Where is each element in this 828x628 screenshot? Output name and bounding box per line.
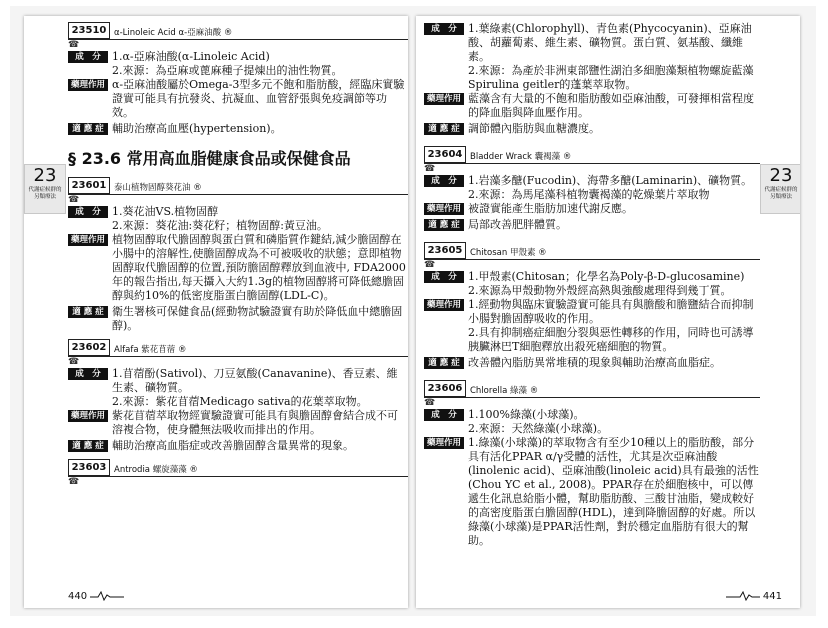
entry-name: 泰山植物固醇葵花油 ® [114, 183, 202, 193]
page-number: 441 [762, 591, 782, 602]
sub-icon: ☎ [68, 357, 80, 367]
left-page [24, 16, 408, 608]
entry-header [68, 22, 408, 40]
entry-name: Chitosan 甲殼素 ® [470, 248, 547, 258]
row-label: 藥理作用 [424, 299, 464, 311]
row-text: 植物固醇取代膽固醇與蛋白質和磷脂質作鍵結,減少膽固醇在小腸中的溶解性,使膽固醇成為不可被吸收的狀態；意即植物固醇取代膽固醇的位置,預防膽固醇釋放到血液中, FDA2000年的報告指出,每天攝入大約1.3g的植物固醇將可降低總膽固醇與約10%的低密度脂蛋白膽固醇(LDL-C)。 [112, 233, 406, 302]
entry-row [68, 205, 408, 233]
page-footer [726, 591, 782, 602]
row-text: 衛生署核可保健食品(經動物試驗證實有助於降低血中總膽固醇)。 [112, 305, 403, 332]
entry-row [68, 233, 408, 303]
row-text: 藍藻含有大量的不飽和脂肪酸如亞麻油酸，可發揮相當程度的降血脂與降血壓作用。 [468, 92, 754, 119]
row-label: 成 分 [68, 206, 108, 218]
page-number: 440 [68, 591, 88, 602]
row-text: 1.岩藻多醣(Fucodin)、海帶多醣(Laminarin)、礦物質。 2.來源：為馬尾藻科植物囊褐藻的乾燥葉片萃取物 [468, 174, 753, 201]
sub-icon: ☎ [68, 477, 80, 487]
entry-row [68, 367, 408, 409]
entry-header [68, 339, 408, 357]
right-page [416, 16, 800, 608]
row-label: 成 分 [424, 23, 464, 35]
entry-name: Chlorella 綠藻 ® [470, 386, 539, 396]
entry-number: 23604 [424, 146, 466, 163]
entry-row [424, 298, 760, 354]
row-label: 藥理作用 [424, 203, 464, 215]
row-text: 1.經動物與臨床實驗證實可能具有與膽酸和膽鹽結合而抑制小腸對膽固醇吸收的作用。 2.具有抑制癌症細胞分裂與惡性轉移的作用，同時也可誘導胰臟淋巴T細胞釋放出殺死癌細胞的物質。 [468, 298, 754, 353]
sub-icon: ☎ [424, 398, 436, 408]
row-text: 1.甲殼素(Chitosan；化學名為Poly-β-D-glucosamine) 2.來源為甲殼動物外殼經高熱與強酸處理得到幾丁質。 [468, 270, 745, 297]
row-label: 適 應 症 [424, 357, 464, 369]
row-label: 適 應 症 [424, 123, 464, 135]
entry-row [68, 409, 408, 437]
entry-number: 23601 [68, 177, 110, 194]
row-text: 1.α-亞麻油酸(α-Linoleic Acid) 2.來源：為亞麻或蓖麻種子提煉出的油性物質。 [112, 50, 343, 77]
book-spread [10, 6, 816, 616]
row-text: 1.綠藻(小球藻)的萃取物含有至少10種以上的脂肪酸，部分具有活化PPAR α/γ受體的活性，尤其是次亞麻油酸(linolenic acid)、亞麻油酸(linoleic acid)具有最強的活性(Chou YC et al., 2008)。PPAR存在於細胞核中，可以傳遞生化訊息給脂小體，幫助脂肪酸、三酸甘油脂，變成較好的高密度脂蛋白膽固醇(HDL)，達到降膽固醇的好處。所以綠藻(小球藻)是PPAR活性劑，對於穩定血脂肪有很大的幫助。 [468, 436, 759, 547]
entry-header [424, 380, 760, 398]
page-footer [68, 591, 124, 602]
entry-row [424, 218, 760, 232]
row-text: 局部改善肥胖體質。 [468, 218, 567, 231]
entry-row [68, 439, 408, 453]
entry-name: Alfafa 紫花苜蓿 ® [114, 345, 187, 355]
row-label: 適 應 症 [68, 440, 108, 452]
tab-number: 23 [33, 165, 57, 186]
entry-name: Antrodia 螺旋藻藻 ® [114, 465, 198, 475]
row-text: 紫花苜蓿萃取物經實驗證實可能具有與膽固醇會結合成不可溶複合物，使身體無法吸收而排出的作用。 [112, 409, 398, 436]
entry-row [424, 22, 760, 92]
left-column [68, 16, 408, 487]
entry-number: 23605 [424, 242, 466, 259]
entry-number: 23510 [68, 22, 110, 39]
sub-icon: ☎ [68, 40, 80, 50]
row-label: 藥理作用 [424, 93, 464, 105]
section-title: § 23.6 常用高血脂健康食品或保健食品 [68, 149, 351, 168]
heartbeat-icon [90, 591, 124, 601]
entry-number: 23606 [424, 380, 466, 397]
entry-row [424, 174, 760, 202]
entry-row [68, 122, 408, 136]
entry-number: 23602 [68, 339, 110, 356]
row-label: 適 應 症 [424, 219, 464, 231]
entry-name: α-Linoleic Acid α-亞麻油酸 ® [114, 28, 233, 38]
row-text: 1.100%綠藻(小球藻)。 2.來源：天然綠藻(小球藻)。 [468, 408, 609, 435]
row-text: 調節體內脂肪與血糖濃度。 [468, 122, 600, 135]
row-label: 成 分 [424, 409, 464, 421]
entry-header [424, 242, 760, 260]
row-text: 被證實能產生脂肪加速代謝反應。 [468, 202, 633, 215]
row-label: 適 應 症 [68, 306, 108, 318]
row-text: 1.葉綠素(Chlorophyll)、青色素(Phycocyanin)、亞麻油酸、胡蘿蔔素、維生素、礦物質。蛋白質、氨基酸、纖維素。 2.來源：為產於非洲東部鹽性湖泊多細胞藻類植物螺旋藍藻Spirulina geitler的蓬葉萃取物。 [468, 22, 754, 91]
row-text: 1.苜蓿酚(Sativol)、刀豆氨酸(Canavanine)、香豆素、維生素、礦物質。 2.來源：紫花苜蓿Medicago sativa的花葉萃取物。 [112, 367, 398, 408]
row-text: 1.葵花油VS.植物固醇 2.來源：葵花油:葵花籽；植物固醇:黃豆油。 [112, 205, 328, 232]
row-label: 藥理作用 [68, 410, 108, 422]
sub-icon: ☎ [424, 164, 436, 174]
tab-text: 代謝症候群的另類療法 [28, 187, 62, 200]
chapter-side-tab [24, 164, 66, 214]
entry-row [68, 50, 408, 78]
chapter-side-tab [760, 164, 800, 214]
entry-row [424, 202, 760, 216]
entry-row [424, 436, 760, 548]
row-label: 成 分 [68, 368, 108, 380]
tab-number: 23 [769, 165, 793, 186]
entry-row [68, 78, 408, 120]
row-label: 藥理作用 [68, 79, 108, 91]
entry-row [424, 408, 760, 436]
row-label: 成 分 [424, 175, 464, 187]
row-label: 藥理作用 [68, 234, 108, 246]
entry-row [424, 92, 760, 120]
entry-name: Bladder Wrack 囊褐藻 ® [470, 152, 572, 162]
row-text: α-亞麻油酸屬於Omega-3型多元不飽和脂肪酸，經臨床實驗證實可能具有抗發炎、抗凝血、血管舒張與免疫調節等功效。 [112, 78, 405, 119]
row-label: 成 分 [68, 51, 108, 63]
right-column [424, 16, 760, 548]
entry-header [68, 177, 408, 195]
sub-icon: ☎ [424, 260, 436, 270]
entry-header [68, 459, 408, 477]
tab-text: 代謝症候群的另類療法 [764, 187, 798, 200]
entry-number: 23603 [68, 459, 110, 476]
entry-row [68, 305, 408, 333]
row-label: 藥理作用 [424, 437, 464, 449]
sub-icon: ☎ [68, 195, 80, 205]
row-text: 改善體內脂肪異常堆積的現象與輔助治療高血脂症。 [468, 356, 721, 369]
entry-row [424, 122, 760, 136]
row-text: 輔助治療高血壓(hypertension)。 [112, 122, 282, 135]
row-label: 適 應 症 [68, 123, 108, 135]
heartbeat-icon [726, 591, 760, 601]
entry-row [424, 356, 760, 370]
entry-row [424, 270, 760, 298]
row-text: 輔助治療高血脂症或改善膽固醇含量異常的現象。 [112, 439, 354, 452]
row-label: 成 分 [424, 271, 464, 283]
entry-header [424, 146, 760, 164]
